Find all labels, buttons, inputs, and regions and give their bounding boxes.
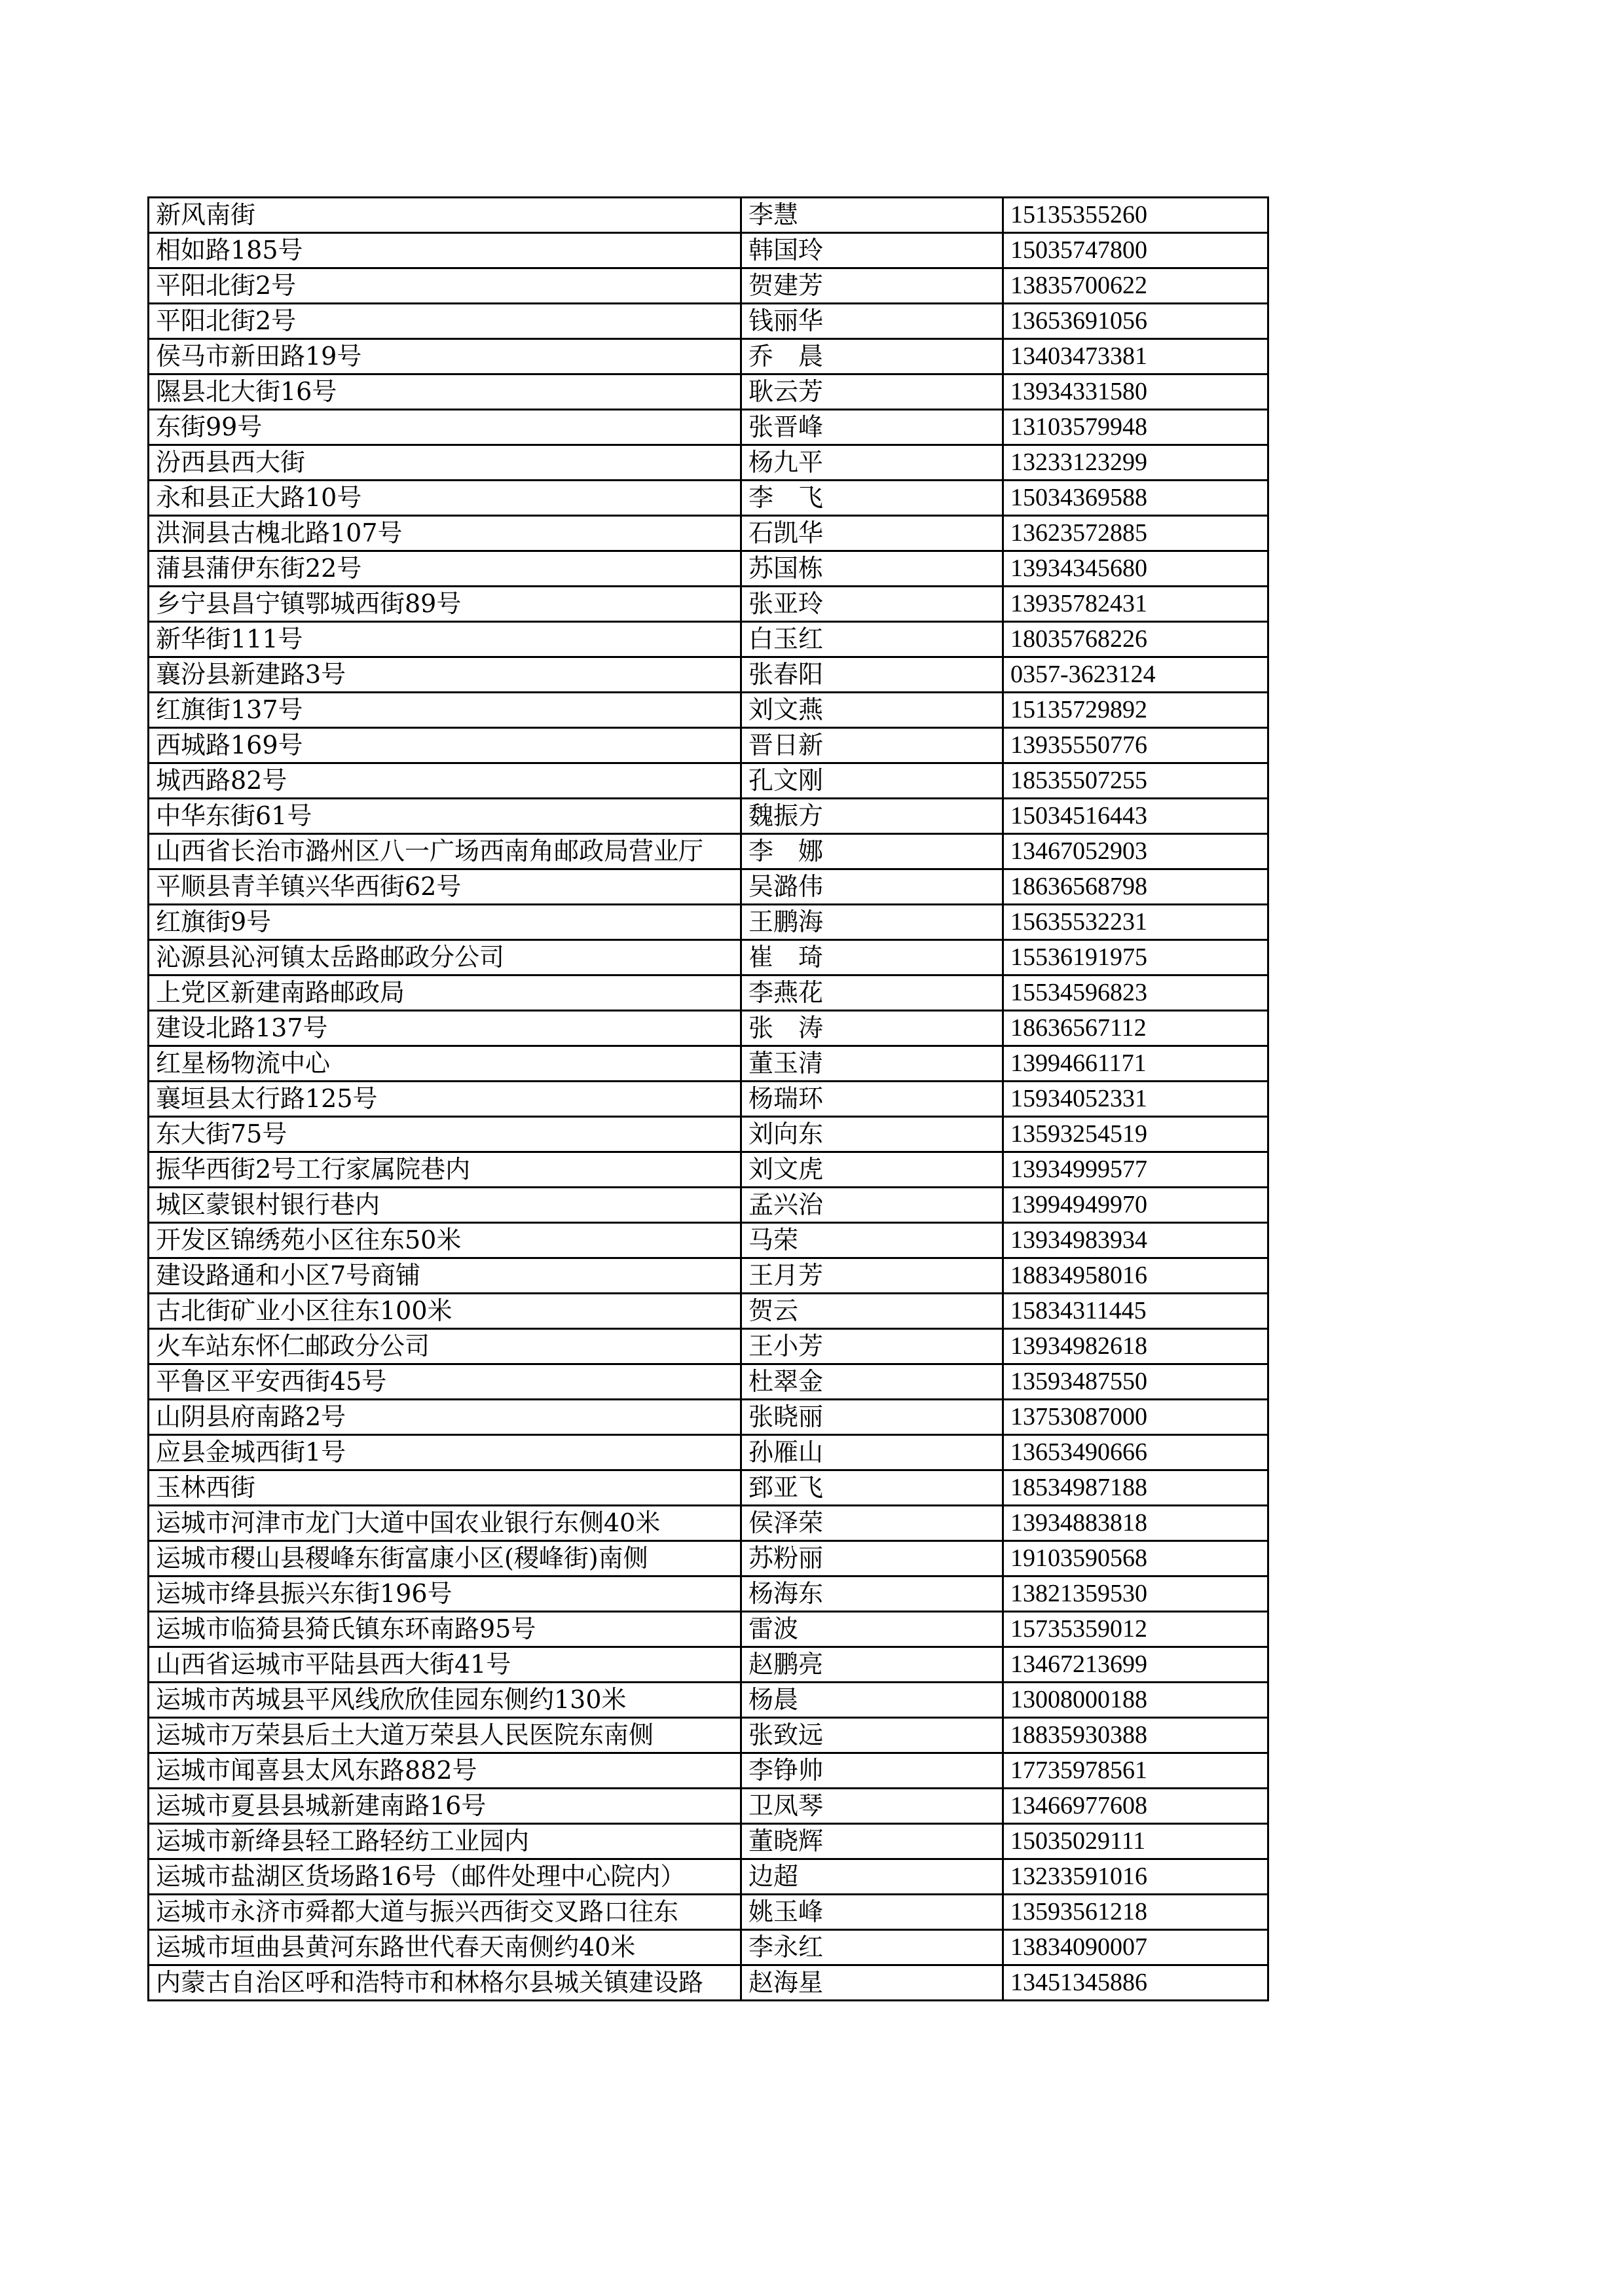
contact-name-cell[interactable]: 边超	[741, 1859, 1003, 1895]
table-row	[149, 1789, 1268, 1824]
address-cell[interactable]: 隰县北大街16号	[149, 374, 741, 410]
phone-cell[interactable]: 13821359530	[1003, 1576, 1268, 1612]
contact-name-cell[interactable]: 杨晨	[741, 1683, 1003, 1718]
contact-name-cell[interactable]: 张致远	[741, 1718, 1003, 1753]
address-cell[interactable]: 运城市闻喜县太风东路882号	[149, 1753, 741, 1789]
table-row	[149, 1223, 1268, 1258]
contact-name-cell[interactable]: 贺建芳	[741, 268, 1003, 304]
address-cell[interactable]: 运城市夏县县城新建南路16号	[149, 1789, 741, 1824]
phone-cell[interactable]: 13934883818	[1003, 1506, 1268, 1541]
table-row	[149, 1046, 1268, 1082]
address-cell[interactable]: 建设路通和小区7号商铺	[149, 1258, 741, 1294]
address-cell[interactable]: 永和县正大路10号	[149, 481, 741, 516]
phone-cell[interactable]: 15536191975	[1003, 940, 1268, 975]
table-row	[149, 1364, 1268, 1400]
table-row	[149, 1859, 1268, 1895]
contact-name-cell[interactable]: 贺云	[741, 1294, 1003, 1329]
contact-name-cell[interactable]: 卫凤琴	[741, 1789, 1003, 1824]
table-row	[149, 1647, 1268, 1683]
phone-cell[interactable]: 13934982618	[1003, 1329, 1268, 1364]
table-row	[149, 233, 1268, 268]
address-cell[interactable]: 运城市新绛县轻工路轻纺工业园内	[149, 1824, 741, 1859]
phone-cell[interactable]: 15735359012	[1003, 1612, 1268, 1647]
table-row	[149, 834, 1268, 869]
contact-name-cell[interactable]: 孙雁山	[741, 1435, 1003, 1470]
phone-cell[interactable]: 13451345886	[1003, 1965, 1268, 2001]
contact-name-cell[interactable]: 李慧	[741, 198, 1003, 233]
address-cell[interactable]: 红星杨物流中心	[149, 1046, 741, 1082]
address-cell[interactable]: 东大街75号	[149, 1117, 741, 1152]
address-cell[interactable]: 西城路169号	[149, 728, 741, 763]
table-row	[149, 198, 1268, 233]
address-cell[interactable]: 新风南街	[149, 198, 741, 233]
address-cell[interactable]: 建设北路137号	[149, 1011, 741, 1046]
contact-name-cell[interactable]: 苏国栋	[741, 551, 1003, 587]
table-row	[149, 799, 1268, 834]
contact-name-cell[interactable]: 白玉红	[741, 622, 1003, 657]
table-row	[149, 869, 1268, 905]
table-row	[149, 1930, 1268, 1965]
contact-name-cell[interactable]: 刘文虎	[741, 1152, 1003, 1188]
phone-cell[interactable]: 13466977608	[1003, 1789, 1268, 1824]
address-cell[interactable]: 运城市芮城县平风线欣欣佳园东侧约130米	[149, 1683, 741, 1718]
contact-name-cell[interactable]: 董晓辉	[741, 1824, 1003, 1859]
phone-cell[interactable]: 15035747800	[1003, 233, 1268, 268]
phone-cell[interactable]: 15135729892	[1003, 693, 1268, 728]
phone-cell[interactable]: 15635532231	[1003, 905, 1268, 940]
contact-name-cell[interactable]: 李永红	[741, 1930, 1003, 1965]
table-row	[149, 1011, 1268, 1046]
address-cell[interactable]: 城区蒙银村银行巷内	[149, 1188, 741, 1223]
address-cell[interactable]: 运城市万荣县后土大道万荣县人民医院东南侧	[149, 1718, 741, 1753]
contact-name-cell[interactable]: 张 涛	[741, 1011, 1003, 1046]
table-row	[149, 728, 1268, 763]
phone-cell[interactable]: 18834958016	[1003, 1258, 1268, 1294]
phone-cell[interactable]: 13653490666	[1003, 1435, 1268, 1470]
table-row	[149, 693, 1268, 728]
phone-cell[interactable]: 13103579948	[1003, 410, 1268, 445]
table-row	[149, 445, 1268, 481]
table-row	[149, 1576, 1268, 1612]
phone-cell[interactable]: 15034516443	[1003, 799, 1268, 834]
address-cell[interactable]: 运城市垣曲县黄河东路世代春天南侧约40米	[149, 1930, 741, 1965]
address-cell[interactable]: 城西路82号	[149, 763, 741, 799]
table-row	[149, 905, 1268, 940]
address-cell[interactable]: 汾西县西大街	[149, 445, 741, 481]
address-cell[interactable]: 中华东街61号	[149, 799, 741, 834]
address-cell[interactable]: 运城市临猗县猗氏镇东环南路95号	[149, 1612, 741, 1647]
address-cell[interactable]: 相如路185号	[149, 233, 741, 268]
contact-name-cell[interactable]: 赵海星	[741, 1965, 1003, 2001]
contact-name-cell[interactable]: 乔 晨	[741, 339, 1003, 374]
address-cell[interactable]: 红旗街137号	[149, 693, 741, 728]
table-row	[149, 1329, 1268, 1364]
contact-name-cell[interactable]: 魏振方	[741, 799, 1003, 834]
phone-cell[interactable]: 18534987188	[1003, 1470, 1268, 1506]
phone-cell[interactable]: 17735978561	[1003, 1753, 1268, 1789]
phone-cell[interactable]: 15834311445	[1003, 1294, 1268, 1329]
phone-cell[interactable]: 18535507255	[1003, 763, 1268, 799]
contact-name-cell[interactable]: 韩国玲	[741, 233, 1003, 268]
phone-cell[interactable]: 13934999577	[1003, 1152, 1268, 1188]
table-row	[149, 410, 1268, 445]
phone-cell[interactable]: 18035768226	[1003, 622, 1268, 657]
contact-name-cell[interactable]: 孟兴治	[741, 1188, 1003, 1223]
contact-name-cell[interactable]: 孔文刚	[741, 763, 1003, 799]
phone-cell[interactable]: 13403473381	[1003, 339, 1268, 374]
table-row	[149, 304, 1268, 339]
contact-name-cell[interactable]: 张春阳	[741, 657, 1003, 693]
phone-cell[interactable]: 13935782431	[1003, 587, 1268, 622]
table-row	[149, 1117, 1268, 1152]
address-cell[interactable]: 平阳北街2号	[149, 268, 741, 304]
phone-cell[interactable]: 13753087000	[1003, 1400, 1268, 1435]
address-cell[interactable]: 运城市稷山县稷峰东街富康小区(稷峰街)南侧	[149, 1541, 741, 1576]
table-row	[149, 1895, 1268, 1930]
table-row	[149, 1400, 1268, 1435]
phone-cell[interactable]: 13834090007	[1003, 1930, 1268, 1965]
phone-cell[interactable]: 13994949970	[1003, 1188, 1268, 1223]
contact-name-cell[interactable]: 侯泽荣	[741, 1506, 1003, 1541]
address-cell[interactable]: 内蒙古自治区呼和浩特市和林格尔县城关镇建设路	[149, 1965, 741, 2001]
phone-cell[interactable]: 13623572885	[1003, 516, 1268, 551]
contact-name-cell[interactable]: 钱丽华	[741, 304, 1003, 339]
contact-name-cell[interactable]: 刘文燕	[741, 693, 1003, 728]
address-cell[interactable]: 山阴县府南路2号	[149, 1400, 741, 1435]
phone-cell[interactable]: 13233123299	[1003, 445, 1268, 481]
address-cell[interactable]: 开发区锦绣苑小区往东50米	[149, 1223, 741, 1258]
table-row	[149, 1294, 1268, 1329]
table-row	[149, 587, 1268, 622]
contact-name-cell[interactable]: 张晓丽	[741, 1400, 1003, 1435]
table-row	[149, 1824, 1268, 1859]
contact-name-cell[interactable]: 杨瑞环	[741, 1082, 1003, 1117]
contact-name-cell[interactable]: 李铮帅	[741, 1753, 1003, 1789]
phone-cell[interactable]: 13593561218	[1003, 1895, 1268, 1930]
contact-name-cell[interactable]: 石凯华	[741, 516, 1003, 551]
phone-cell[interactable]: 18835930388	[1003, 1718, 1268, 1753]
contact-name-cell[interactable]: 李 娜	[741, 834, 1003, 869]
phone-cell[interactable]: 18636567112	[1003, 1011, 1268, 1046]
address-cell[interactable]: 运城市绛县振兴东街196号	[149, 1576, 741, 1612]
contact-name-cell[interactable]: 王小芳	[741, 1329, 1003, 1364]
address-cell[interactable]: 平阳北街2号	[149, 304, 741, 339]
address-cell[interactable]: 运城市永济市舜都大道与振兴西街交叉路口往东	[149, 1895, 741, 1930]
address-cell[interactable]: 振华西街2号工行家属院巷内	[149, 1152, 741, 1188]
contact-name-cell[interactable]: 杜翠金	[741, 1364, 1003, 1400]
phone-cell[interactable]: 13653691056	[1003, 304, 1268, 339]
table-row	[149, 1683, 1268, 1718]
address-cell[interactable]: 古北街矿业小区往东100米	[149, 1294, 741, 1329]
table-row	[149, 1965, 1268, 2001]
table-row	[149, 1612, 1268, 1647]
address-cell[interactable]: 山西省运城市平陆县西大街41号	[149, 1647, 741, 1683]
phone-cell[interactable]: 13467213699	[1003, 1647, 1268, 1683]
address-cell[interactable]: 平顺县青羊镇兴华西街62号	[149, 869, 741, 905]
table-row	[149, 1753, 1268, 1789]
phone-cell[interactable]: 13934345680	[1003, 551, 1268, 587]
table-row	[149, 622, 1268, 657]
contact-name-cell[interactable]: 耿云芳	[741, 374, 1003, 410]
address-cell[interactable]: 侯马市新田路19号	[149, 339, 741, 374]
contact-name-cell[interactable]: 张亚玲	[741, 587, 1003, 622]
table-row	[149, 1541, 1268, 1576]
address-table	[147, 196, 1269, 2001]
contact-name-cell[interactable]: 吴潞伟	[741, 869, 1003, 905]
phone-cell[interactable]: 13935550776	[1003, 728, 1268, 763]
phone-cell[interactable]: 13934331580	[1003, 374, 1268, 410]
address-cell[interactable]: 运城市河津市龙门大道中国农业银行东侧40米	[149, 1506, 741, 1541]
address-cell[interactable]: 襄汾县新建路3号	[149, 657, 741, 693]
phone-cell[interactable]: 15035029111	[1003, 1824, 1268, 1859]
contact-name-cell[interactable]: 杨九平	[741, 445, 1003, 481]
phone-cell[interactable]: 13593254519	[1003, 1117, 1268, 1152]
table-row	[149, 975, 1268, 1011]
phone-cell[interactable]: 0357-3623124	[1003, 657, 1268, 693]
contact-name-cell[interactable]: 王月芳	[741, 1258, 1003, 1294]
table-row	[149, 268, 1268, 304]
table-row	[149, 339, 1268, 374]
address-cell[interactable]: 运城市盐湖区货场路16号（邮件处理中心院内）	[149, 1859, 741, 1895]
phone-cell[interactable]: 13593487550	[1003, 1364, 1268, 1400]
table-row	[149, 551, 1268, 587]
contact-name-cell[interactable]: 赵鹏亮	[741, 1647, 1003, 1683]
phone-cell[interactable]: 15534596823	[1003, 975, 1268, 1011]
contact-name-cell[interactable]: 苏粉丽	[741, 1541, 1003, 1576]
address-cell[interactable]: 东街99号	[149, 410, 741, 445]
phone-cell[interactable]: 18636568798	[1003, 869, 1268, 905]
phone-cell[interactable]: 19103590568	[1003, 1541, 1268, 1576]
address-cell[interactable]: 沁源县沁河镇太岳路邮政分公司	[149, 940, 741, 975]
contact-name-cell[interactable]: 李燕花	[741, 975, 1003, 1011]
phone-cell[interactable]: 13467052903	[1003, 834, 1268, 869]
table-row	[149, 763, 1268, 799]
contact-name-cell[interactable]: 张晋峰	[741, 410, 1003, 445]
table-row	[149, 374, 1268, 410]
phone-cell[interactable]: 13994661171	[1003, 1046, 1268, 1082]
address-table-body	[149, 198, 1268, 2001]
table-row	[149, 657, 1268, 693]
table-row	[149, 481, 1268, 516]
table-row	[149, 1258, 1268, 1294]
phone-cell[interactable]: 13008000188	[1003, 1683, 1268, 1718]
contact-name-cell[interactable]: 雷波	[741, 1612, 1003, 1647]
phone-cell[interactable]: 13934983934	[1003, 1223, 1268, 1258]
phone-cell[interactable]: 15034369588	[1003, 481, 1268, 516]
address-cell[interactable]: 红旗街9号	[149, 905, 741, 940]
phone-cell[interactable]: 15934052331	[1003, 1082, 1268, 1117]
table-row	[149, 1470, 1268, 1506]
address-cell[interactable]: 山西省长治市潞州区八一广场西南角邮政局营业厅	[149, 834, 741, 869]
contact-name-cell[interactable]: 姚玉峰	[741, 1895, 1003, 1930]
address-cell[interactable]: 玉林西街	[149, 1470, 741, 1506]
address-cell[interactable]: 乡宁县昌宁镇鄂城西街89号	[149, 587, 741, 622]
contact-name-cell[interactable]: 马荣	[741, 1223, 1003, 1258]
table-row	[149, 1152, 1268, 1188]
address-cell[interactable]: 蒲县蒲伊东街22号	[149, 551, 741, 587]
contact-name-cell[interactable]: 崔 琦	[741, 940, 1003, 975]
phone-cell[interactable]: 13233591016	[1003, 1859, 1268, 1895]
address-cell[interactable]: 洪洞县古槐北路107号	[149, 516, 741, 551]
contact-name-cell[interactable]: 董玉清	[741, 1046, 1003, 1082]
phone-cell[interactable]: 15135355260	[1003, 198, 1268, 233]
contact-name-cell[interactable]: 晋日新	[741, 728, 1003, 763]
table-row	[149, 1188, 1268, 1223]
table-row	[149, 1082, 1268, 1117]
contact-name-cell[interactable]: 杨海东	[741, 1576, 1003, 1612]
address-cell[interactable]: 平鲁区平安西街45号	[149, 1364, 741, 1400]
table-row	[149, 1435, 1268, 1470]
contact-name-cell[interactable]: 郅亚飞	[741, 1470, 1003, 1506]
address-cell[interactable]: 应县金城西街1号	[149, 1435, 741, 1470]
contact-name-cell[interactable]: 刘向东	[741, 1117, 1003, 1152]
contact-name-cell[interactable]: 李 飞	[741, 481, 1003, 516]
address-cell[interactable]: 新华街111号	[149, 622, 741, 657]
address-cell[interactable]: 襄垣县太行路125号	[149, 1082, 741, 1117]
address-cell[interactable]: 火车站东怀仁邮政分公司	[149, 1329, 741, 1364]
address-cell[interactable]: 上党区新建南路邮政局	[149, 975, 741, 1011]
contact-name-cell[interactable]: 王鹏海	[741, 905, 1003, 940]
table-row	[149, 940, 1268, 975]
table-row	[149, 1506, 1268, 1541]
table-row	[149, 516, 1268, 551]
table-row	[149, 1718, 1268, 1753]
phone-cell[interactable]: 13835700622	[1003, 268, 1268, 304]
